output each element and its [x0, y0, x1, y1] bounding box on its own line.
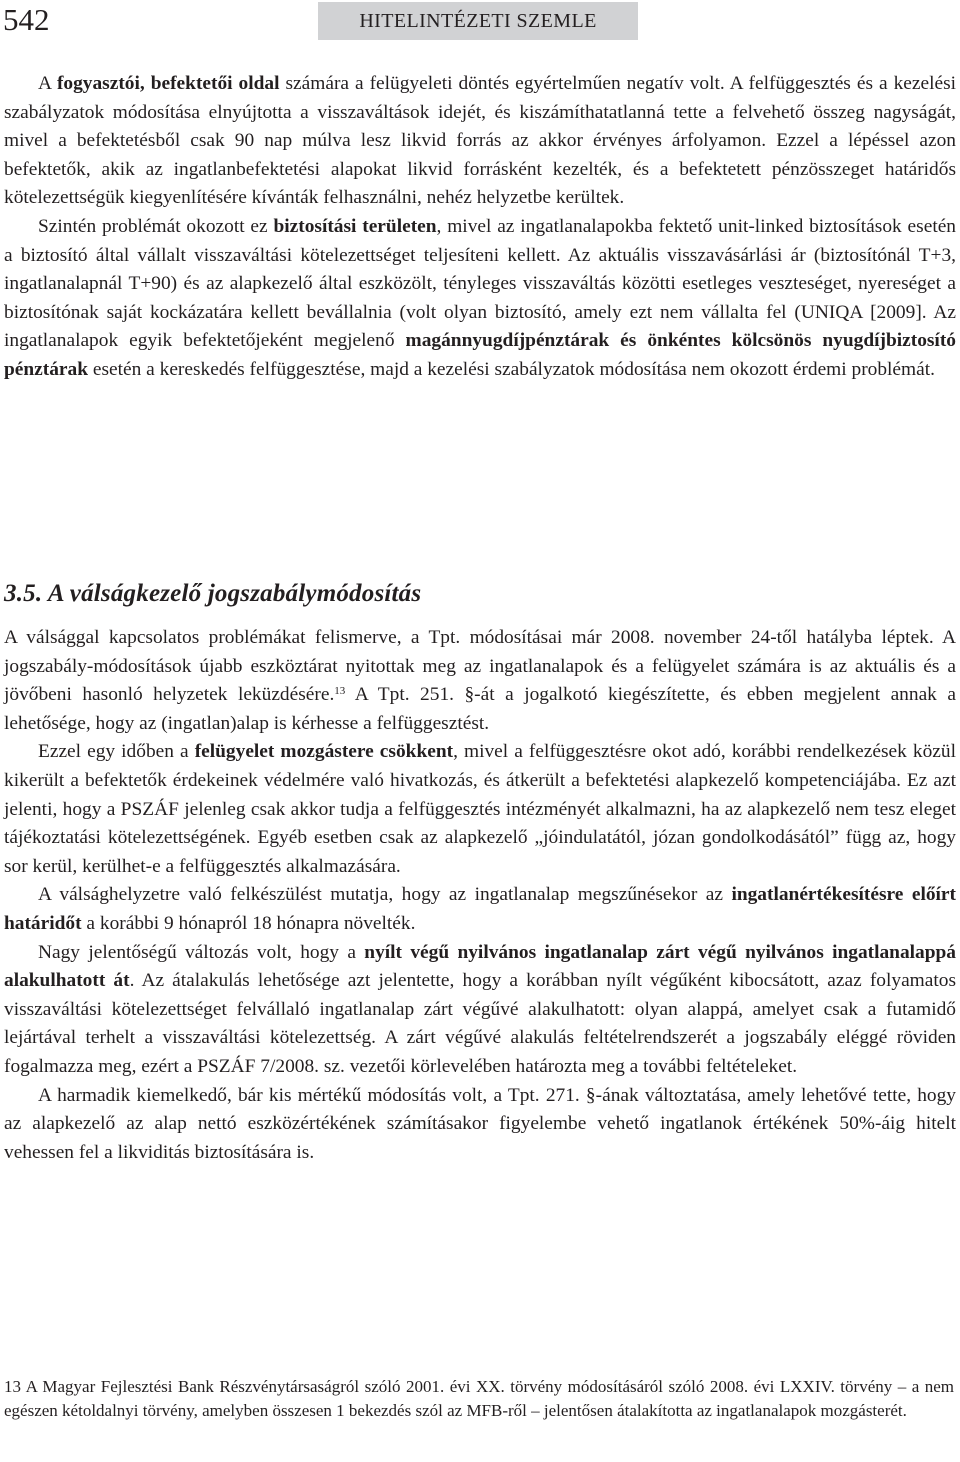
text-run: A válsághelyzetre való felkészülést mutatja, hogy az ingatlanalap megszűnésekor az	[38, 884, 732, 906]
paragraph	[4, 939, 956, 1082]
emphasis-text: biztosítási területen	[273, 215, 437, 237]
journal-title: HITELINTÉZETI SZEMLE	[359, 9, 597, 32]
emphasis-text: nyílt végű nyilvános ingatlanalap zárt végű nyilvános ingatlanalappá alakulhatott át	[4, 941, 957, 992]
page-number: 542	[3, 2, 50, 37]
text-run: Szintén problémát okozott ez	[38, 215, 274, 237]
emphasis-text: magánnyugdíjpénztárak és önkéntes kölcsönös nyugdíjbiztosító pénztárak	[4, 330, 956, 380]
text-run: a korábbi 9 hónapról 18 hónapra növelték.	[81, 912, 416, 934]
footnote-ref: 13	[334, 685, 346, 698]
text-run: Nagy jelentőségű változás volt, hogy a	[38, 941, 365, 963]
body-text-block-1	[4, 70, 956, 385]
paragraph	[4, 213, 956, 385]
emphasis-text: felügyelet mozgástere csökkent	[194, 741, 454, 763]
footnote-number: 13	[4, 1377, 21, 1396]
paragraph	[4, 624, 956, 738]
text-run: , mivel az ingatlanalapokba fektető unit-linked biztosítások esetén a biztosító által vállalt visszaváltási kötelezettséget teljesíteni kellett. Az aktuális visszavásárlási ár (biztosítónál T+3, ingatlanalapnál T+90) és az alapkezelő által eszközölt, tényleges visszaváltás közötti esetleges veszteséget, nyereséget a biztosítónak saját kockázatára kellett bevállalnia (volt olyan biztosító, amely ezt nem vállalta fel (UNIQA [2009]. Az ingatlanalapok egyik befektetőjeként megjelenő	[4, 215, 957, 352]
section-heading: 3.5. A válságkezelő jogszabálymódosítás	[4, 580, 422, 607]
text-run: . Az átalakulás lehetősége azt jelentette, hogy a korábban nyílt végűként kibocsátott, azaz folyamatos visszaváltási kötelezettséget felvállaló ingatlanalap zárt végűvé alakulhatott: olyan alappá, amelyet csak a futamidő lejártával terhelt a visszaváltási kötelezettség. A zárt végűvé alakulás feltételrendszerét a jogszabály eléggé röviden fogalmazza meg, ezért a PSZÁF 7/2008. sz. vezetői körlevelében határozta meg a további feltételeket.	[4, 970, 957, 1077]
running-header	[318, 2, 638, 40]
text-run: , mivel a felfüggesztésre okot adó, korábbi rendelkezések közül kikerült a befektetők érdekeinek védelmére való hivatkozás, és átkerült a befektetési alapkezelő kompetenciájába. Ez azt jelenti, hogy a PSZÁF jelenleg csak akkor tudja a felfüggesztés intézményét alkalmazni, ha az alapkezelő nem tesz eleget tájékoztatási kötelezettségének. Egyéb esetben csak az alapkezelő „jóindulatától, józan gondolkodásától” függ az, hogy sor kerül, kerülhet-e a felfüggesztés alkalmazására.	[4, 741, 956, 877]
paragraph	[4, 70, 956, 213]
text-run: esetén a kereskedés felfüggesztése, majd a kezelési szabályzatok módosítása nem okozott érdemi problémát.	[88, 358, 935, 380]
paragraph	[4, 881, 956, 938]
paragraph	[4, 738, 956, 881]
text-run: A Tpt. 251. §-át a jogalkotó kiegészítette, és ebben megjelent annak a lehetősége, hogy az (ingatlan)alap is kérhesse a felfüggesztést.	[4, 684, 956, 734]
body-text-block-2	[4, 624, 956, 1167]
emphasis-text: ingatlanértékesítésre előírt határidőt	[4, 884, 956, 934]
emphasis-text: fogyasztói, befektetői oldal	[56, 73, 280, 94]
footnote	[4, 1375, 954, 1423]
footnote-text: A Magyar Fejlesztési Bank Részvénytársaságról szóló 2001. évi XX. törvény módosításáról szóló 2008. évi LXXIV. törvény – a nem egészen kétoldalnyi törvény, amelyben összesen 1 bekezdés szól az MFB-ről – jelentősen átalakította az ingatlanalapok mozgásterét.	[4, 1377, 955, 1420]
text-run: A harmadik kiemelkedő, bár kis mértékű módosítás volt, a Tpt. 271. §-ának változtatása, amely lehetővé tette, hogy az alapkezelő az alap nettó eszközértékének számításakor figyelembe vehető ingatlanok értékének 50%-áig hitelt vehessen fel a likviditás biztosítására is.	[4, 1084, 956, 1163]
text-run: Ezzel egy időben a	[38, 741, 195, 763]
paragraph	[4, 1082, 956, 1168]
text-run: A	[38, 73, 57, 94]
text-run: számára a felügyeleti döntés egyértelműen negatív volt. A felfüggesztés és a kezelési szabályzatok módosítása elnyújtotta a visszaváltások idejét, és kiszámíthatatlanná tette a felvehető összeg nagyságát, mivel a befektetésből csak 90 nap múlva lesz likvid forrás az akkor érvényes árfolyamon. Ezzel a lépéssel azon befektetők, akik az ingatlanbefektetési alapokat likvid forrásként kezelték, és a befektetett pénzösszeget határidős kötelezettségük kiegyenlítésére kívánták felhasználni, nehéz helyzetbe kerültek.	[4, 73, 957, 209]
text-run: A válsággal kapcsolatos problémákat felismerve, a Tpt. módosításai már 2008. november 24-től hatályba léptek. A jogszabály-módosítások újabb eszköztárat nyitottak meg az ingatlanalapok és a felügyelet számára is az aktuális és a jövőbeni hasonló helyzetek leküzdésére.	[4, 627, 956, 706]
